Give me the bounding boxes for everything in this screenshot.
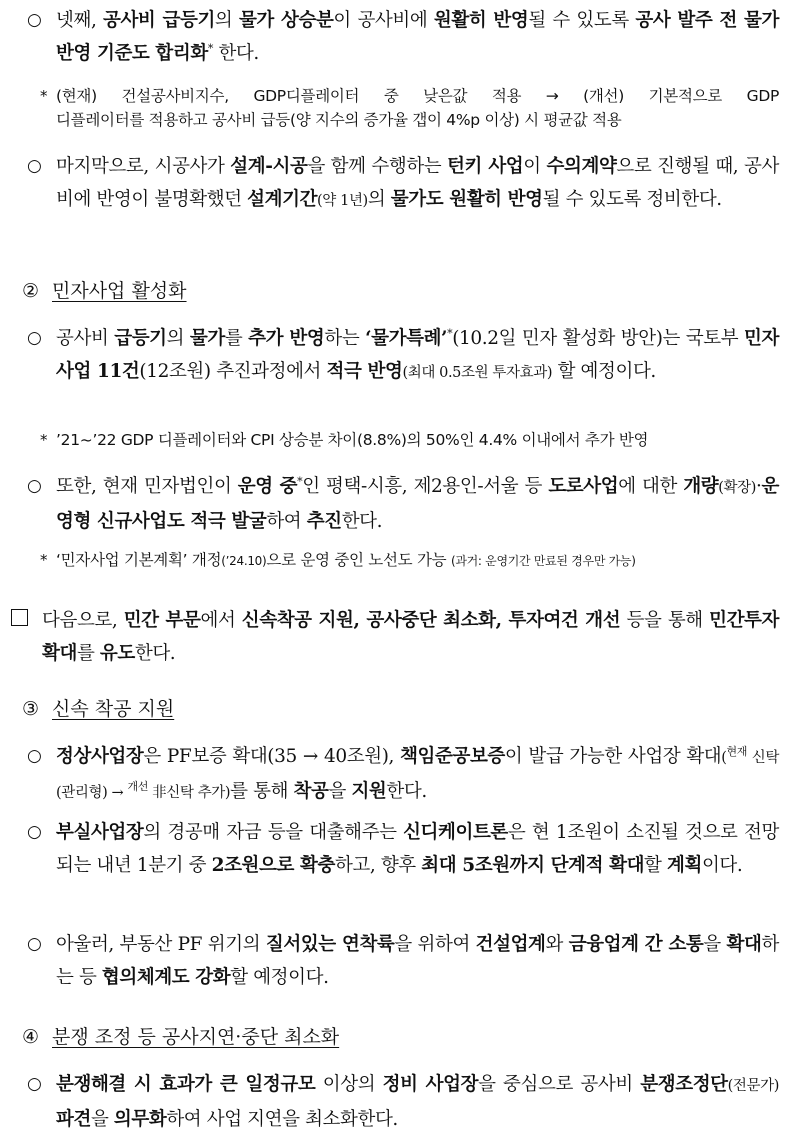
paragraph-road-projects [0, 470, 795, 538]
section-title: 신속 착공 지원 [52, 698, 175, 720]
paragraph-text: 정상사업장은 PF보증 확대(35 → 40조원), 책임준공보증이 발급 가능한 사업장 확대($^{현재}$ 신탁(관리형) → $^{개선}$ 非신탁 추가)를 통해 착공을 지원한다. [56, 744, 779, 802]
paragraph-text: 공사비 급등기의 물가를 추가 반영하는 ‘물가특례’*(10.2일 민자 활성화 방안)는 국토부 민자사업 11건(12조원) 추진과정에서 적극 반영(최대 0.5조원 투자효과) 할 예정이다. [56, 326, 779, 382]
paragraph-price-special [0, 322, 795, 390]
note-star: * [40, 551, 48, 569]
bullet-marker: ○ [27, 746, 42, 766]
section-heading-private-projects [22, 276, 187, 306]
footnote-mark: * [297, 474, 303, 488]
paragraph-text: 다음으로, 민간 부문에서 신속착공 지원, 공사중단 최소화, 투자여건 개선 등을 통해 민간투자 확대를 유도한다. [42, 610, 779, 664]
bullet-marker: ○ [27, 934, 42, 954]
square-marker [11, 604, 28, 637]
footnote-mark: * [207, 41, 213, 55]
footnote-mark: * [447, 326, 453, 340]
bullet-marker: ○ [27, 10, 42, 30]
section-heading-quick-start [22, 694, 174, 724]
paragraph-text: 아울러, 부동산 PF 위기의 질서있는 연착륙을 위하여 건설업계와 금융업계 간 소통을 확대하는 등 협의체계도 강화할 예정이다. [56, 934, 779, 988]
bullet-marker: ○ [27, 476, 42, 496]
paragraph-text: 또한, 현재 민자법인이 운영 중*인 평택-시흥, 제2용인-서울 등 도로사업에 대한 개량(확장)·운영형 신규사업도 적극 발굴하여 추진한다. [56, 474, 779, 532]
bullet-marker: ○ [27, 822, 42, 842]
note-text: ‘민자사업 기본계획’ 개정(’24.10)으로 운영 중인 노선도 가능 (과거: 운영기간 만료된 경우만 가능) [56, 551, 636, 569]
paragraph-text: 넷째, 공사비 급등기의 물가 상승분이 공사비에 원활히 반영될 수 있도록 공사 발주 전 물가반영 기준도 합리화* 한다. [56, 10, 780, 64]
bullet-marker: ○ [27, 1074, 42, 1094]
section-number: ② [22, 280, 40, 302]
checkbox-square-icon [11, 609, 28, 626]
note-text: (현재) 건설공사비지수, GDP디플레이터 중 낮은값 적용 → (개선) 기본적으로 GDP 디플레이터를 적용하고 공사비 급등(양 지수의 증가율 갭이 4%p 이상) 시 평균값 적용 [56, 87, 779, 129]
bullet-marker: ○ [27, 156, 42, 176]
paragraph-text: 분쟁해결 시 효과가 큰 일정규모 이상의 정비 사업장을 중심으로 공사비 분쟁조정단(전문가) 파견을 의무화하여 사업 지연을 최소화한다. [56, 1074, 779, 1130]
note-star: * [40, 431, 48, 449]
note-star: * [40, 87, 48, 105]
section-title: 민자사업 활성화 [52, 280, 187, 302]
bullet-marker: ○ [27, 328, 42, 348]
section-title: 분쟁 조정 등 공사지연·중단 최소화 [52, 1026, 340, 1048]
paragraph-turnkey [0, 150, 795, 218]
paragraph-text: 부실사업장의 경공매 자금 등을 대출해주는 신디케이트론은 현 1조원이 소진될 것으로 전망되는 내년 1분기 중 2조원으로 확충하고, 향후 최대 5조원까지 단계적 확대할 계획이다. [56, 822, 779, 876]
paragraph-private-investment [0, 604, 795, 670]
paragraph-distressed-sites [0, 816, 795, 882]
section-number: ③ [22, 698, 40, 720]
paragraph-soft-landing [0, 928, 795, 994]
paragraph-price-reflection [0, 4, 795, 70]
note-text: ’21~’22 GDP 디플레이터와 CPI 상승분 차이(8.8%)의 50%인 4.4% 이내에서 추가 반영 [56, 431, 649, 449]
paragraph-normal-sites [0, 740, 795, 810]
section-number: ④ [22, 1026, 40, 1048]
paragraph-text: 마지막으로, 시공사가 설계-시공을 함께 수행하는 턴키 사업이 수의계약으로 진행될 때, 공사비에 반영이 불명확했던 설계기간(약 1년)의 물가도 원활히 반영될 수 있도록 정비한다. [56, 156, 779, 210]
section-heading-dispute-mediation [22, 1022, 339, 1052]
paragraph-dispute-team [0, 1068, 795, 1136]
